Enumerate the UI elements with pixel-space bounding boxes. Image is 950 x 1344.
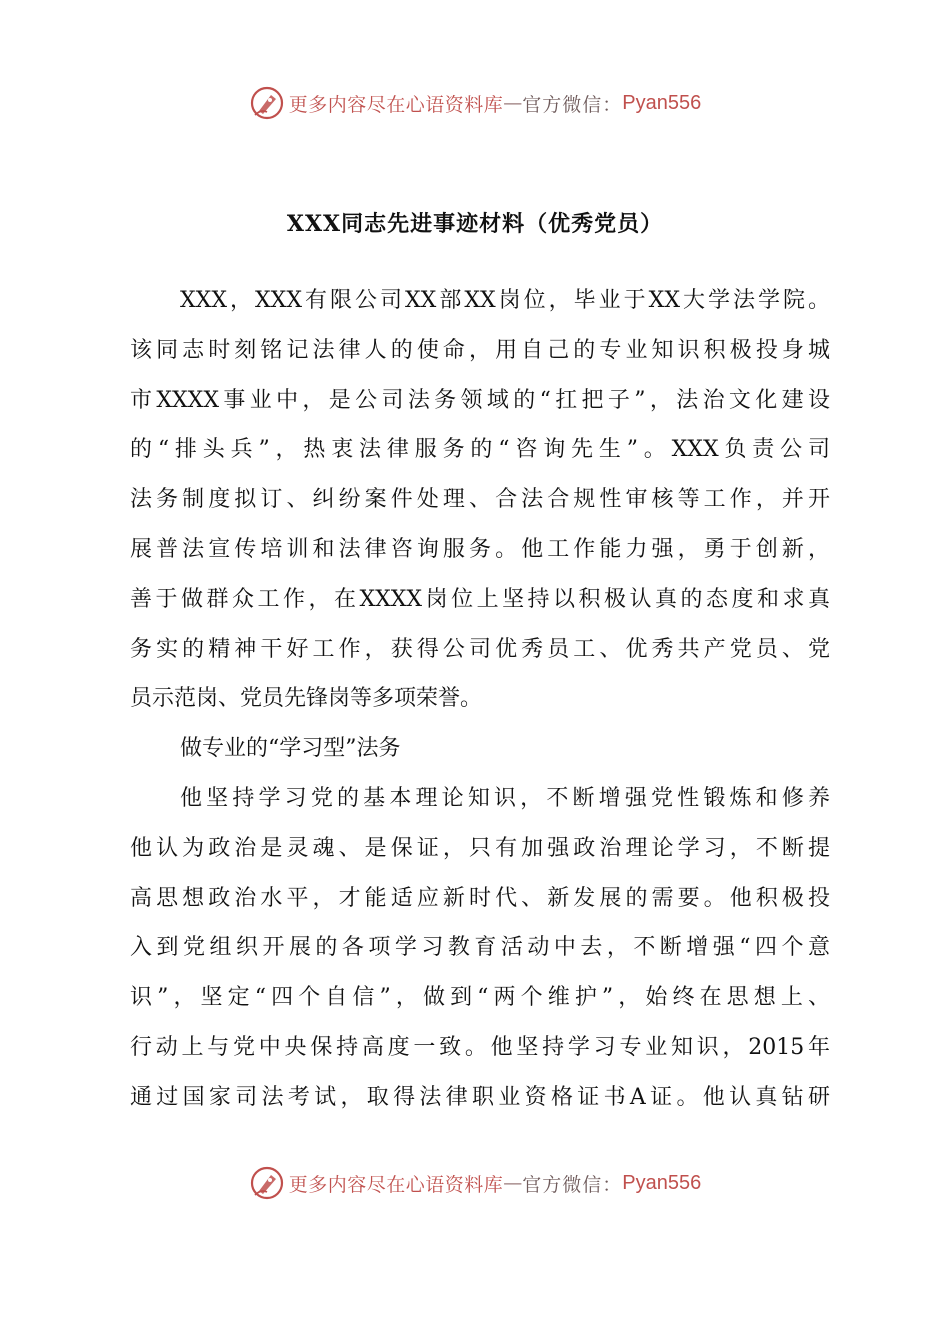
text-line: 入到党组织开展的各项学习教育活动中去，不断增强“四个意 bbox=[130, 935, 830, 961]
banner-wechat-label: 官方微信： bbox=[522, 1173, 623, 1196]
document-body bbox=[130, 276, 830, 1123]
section-heading-paragraph bbox=[130, 724, 830, 774]
text-line: 市XXXX事业中，是公司法务领域的“扛把子”，法治文化建设 bbox=[130, 387, 830, 413]
header-watermark-banner bbox=[0, 81, 950, 125]
text-line: 善于做群众工作，在XXXX岗位上坚持以积极认真的态度和求真 bbox=[130, 586, 830, 612]
banner-wechat-label: 官方微信： bbox=[522, 93, 623, 116]
banner-wechat-id: Pyan556 bbox=[622, 1171, 702, 1194]
text-line: 他坚持学习党的基本理论知识，不断增强党性锻炼和修养 bbox=[180, 785, 830, 811]
text-line: 识”，坚定“四个自信”，做到“两个维护”，始终在思想上、 bbox=[130, 985, 830, 1011]
text-line: 务实的精神干好工作，获得公司优秀员工、优秀共产党员、党 bbox=[130, 636, 830, 662]
text-line: 他认为政治是灵魂、是保证，只有加强政治理论学习，不断提 bbox=[130, 835, 830, 861]
footer-watermark-banner bbox=[0, 1161, 950, 1205]
text-line: 员示范岗、党员先锋岗等多项荣誉。 bbox=[130, 686, 483, 712]
pen-nib-logo-icon bbox=[249, 85, 285, 121]
banner-wechat-id: Pyan556 bbox=[622, 91, 702, 114]
document-title: XXX同志先进事迹材料（优秀党员） bbox=[286, 211, 664, 237]
text-line: 的“排头兵”，热衷法律服务的“咨询先生”。XXX负责公司 bbox=[130, 437, 830, 463]
pen-nib-logo-icon bbox=[249, 1165, 285, 1201]
paragraph-intro bbox=[130, 276, 830, 724]
text-line: XXX，XXX有限公司XX部XX岗位，毕业于XX大学法学院。 bbox=[180, 288, 830, 313]
text-line: 高思想政治水平，才能适应新时代、新发展的需要。他积极投 bbox=[130, 885, 830, 911]
text-line: 法务制度拟订、纠纷案件处理、合法合规性审核等工作，并开 bbox=[130, 487, 830, 513]
text-line: 行动上与党中央保持高度一致。他坚持学习专业知识，2015年 bbox=[130, 1034, 830, 1060]
banner-separator: — bbox=[503, 92, 523, 114]
text-line: 通过国家司法考试，取得法律职业资格证书A证。他认真钻研 bbox=[130, 1084, 830, 1110]
banner-separator: — bbox=[503, 1172, 523, 1194]
section-heading: 做专业的“学习型”法务 bbox=[180, 736, 401, 762]
paragraph-study bbox=[130, 774, 830, 1123]
text-line: 该同志时刻铭记法律人的使命，用自己的专业知识积极投身城 bbox=[130, 337, 830, 363]
banner-main-text: 更多内容尽在心语资料库 bbox=[288, 1173, 504, 1196]
banner-main-text: 更多内容尽在心语资料库 bbox=[288, 93, 504, 116]
text-line: 展普法宣传培训和法律咨询服务。他工作能力强，勇于创新， bbox=[130, 536, 830, 562]
